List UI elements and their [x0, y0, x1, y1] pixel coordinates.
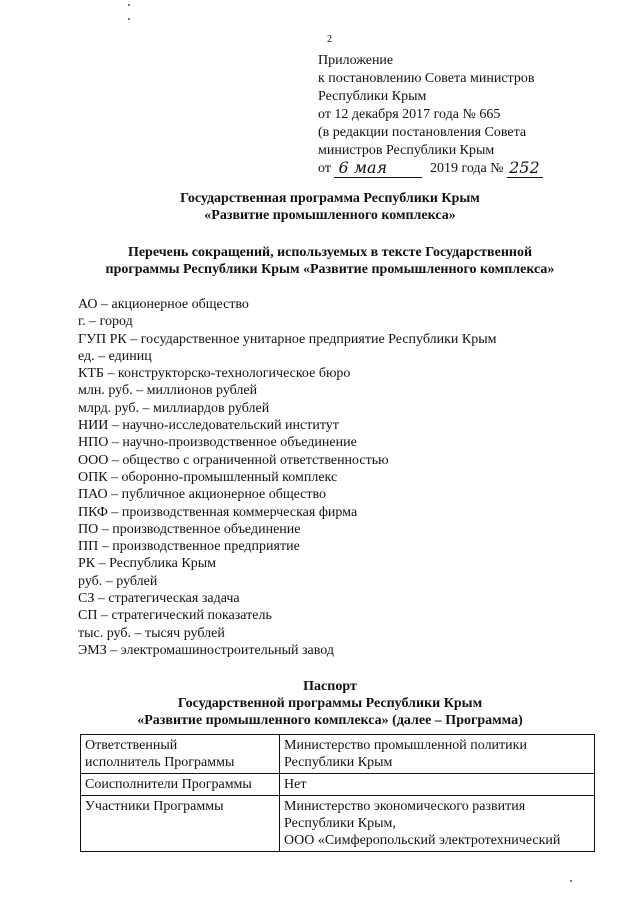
appendix-line: министров Республики Крым [318, 143, 495, 158]
abbreviation-item: г. – город [78, 314, 133, 330]
passport-title-line: Паспорт [303, 679, 357, 694]
abbreviation-item: СЗ – стратегическая задача [78, 591, 240, 607]
table-row [81, 735, 595, 774]
row-value [280, 774, 595, 796]
passport-title [40, 678, 620, 729]
abbreviation-item: ООО – общество с ограниченной ответственностью [78, 452, 389, 468]
date-prefix: от [318, 161, 331, 176]
appendix-line: Республики Крым [318, 89, 427, 104]
abbreviation-item: ПАО – публичное акционерное общество [78, 487, 327, 503]
abbreviation-item: руб. – рублей [78, 573, 158, 589]
row-value [280, 735, 595, 774]
program-title-line: «Развитие промышленного комплекса» [204, 208, 456, 223]
abbreviation-item: ПО – производственное объединение [78, 521, 301, 537]
value-line: Нет [284, 777, 307, 792]
page-number: 2 [327, 34, 332, 45]
abbreviation-item: ПКФ – производственная коммерческая фирма [78, 504, 358, 520]
label-line: Соисполнители Программы [85, 777, 252, 792]
abbreviations-title-line: Перечень сокращений, используемых в тексте Государственной [127, 245, 533, 260]
passport-table [80, 734, 595, 852]
table-row [81, 774, 595, 796]
row-label [81, 774, 280, 796]
label-line: Ответственный [85, 738, 178, 753]
date-blank [334, 158, 422, 178]
value-line: ООО «Симферопольский электротехнический [284, 833, 561, 848]
abbreviation-item: КТБ – конструкторско-технологическое бюро [78, 366, 351, 382]
abbreviations-title [40, 244, 620, 278]
abbreviation-item: ЭМЗ – электромашиностроительный завод [78, 642, 334, 658]
number-blank [507, 158, 543, 178]
appendix-block [318, 52, 618, 178]
scan-speck [570, 880, 572, 882]
abbreviations-list [78, 296, 598, 659]
abbreviation-item: ПП – производственное предприятие [78, 539, 300, 555]
abbreviation-item: ОПК – оборонно-промышленный комплекс [78, 469, 338, 485]
value-line: Республики Крым, [284, 816, 396, 831]
abbreviation-item: млн. руб. – миллионов рублей [78, 383, 258, 399]
label-line: Участники Программы [85, 799, 224, 814]
handwritten-date: 6 мая [338, 158, 388, 177]
appendix-date-line [318, 160, 618, 178]
label-line: исполнитель Программы [85, 755, 235, 770]
appendix-line: к постановлению Совета министров [318, 71, 535, 86]
scan-speck [128, 4, 130, 6]
value-line: Министерство экономического развития [284, 799, 526, 814]
abbreviation-item: млрд. руб. – миллиардов рублей [78, 400, 270, 416]
row-label [81, 735, 280, 774]
abbreviation-item: НПО – научно-производственное объединение [78, 435, 357, 451]
abbreviation-item: ГУП РК – государственное унитарное предприятие Республики Крым [78, 331, 497, 347]
abbreviation-item: НИИ – научно-исследовательский институт [78, 418, 339, 434]
scan-speck [128, 18, 130, 20]
table-row [81, 796, 595, 852]
program-title [40, 190, 620, 224]
appendix-line: от 12 декабря 2017 года № 665 [318, 107, 501, 122]
handwritten-number: 252 [509, 158, 540, 177]
appendix-line: (в редакции постановления Совета [318, 125, 527, 140]
abbreviations-title-line: программы Республики Крым «Развитие промышленного комплекса» [105, 262, 555, 277]
value-line: Республики Крым [284, 755, 393, 770]
abbreviation-item: ед. – единиц [78, 348, 152, 364]
abbreviation-item: СП – стратегический показатель [78, 608, 272, 624]
passport-title-line: Государственной программы Республики Крым [177, 696, 483, 711]
appendix-line: Приложение [318, 53, 394, 68]
abbreviation-item: тыс. руб. – тысяч рублей [78, 625, 225, 641]
abbreviation-item: РК – Республика Крым [78, 556, 216, 572]
row-label [81, 796, 280, 852]
passport-title-line: «Развитие промышленного комплекса» (далее – Программа) [137, 713, 523, 728]
row-value [280, 796, 595, 852]
year-text: 2019 года № [429, 161, 504, 176]
value-line: Министерство промышленной политики [284, 738, 527, 753]
program-title-line: Государственная программа Республики Крым [180, 191, 480, 206]
abbreviation-item: АО – акционерное общество [78, 297, 249, 312]
